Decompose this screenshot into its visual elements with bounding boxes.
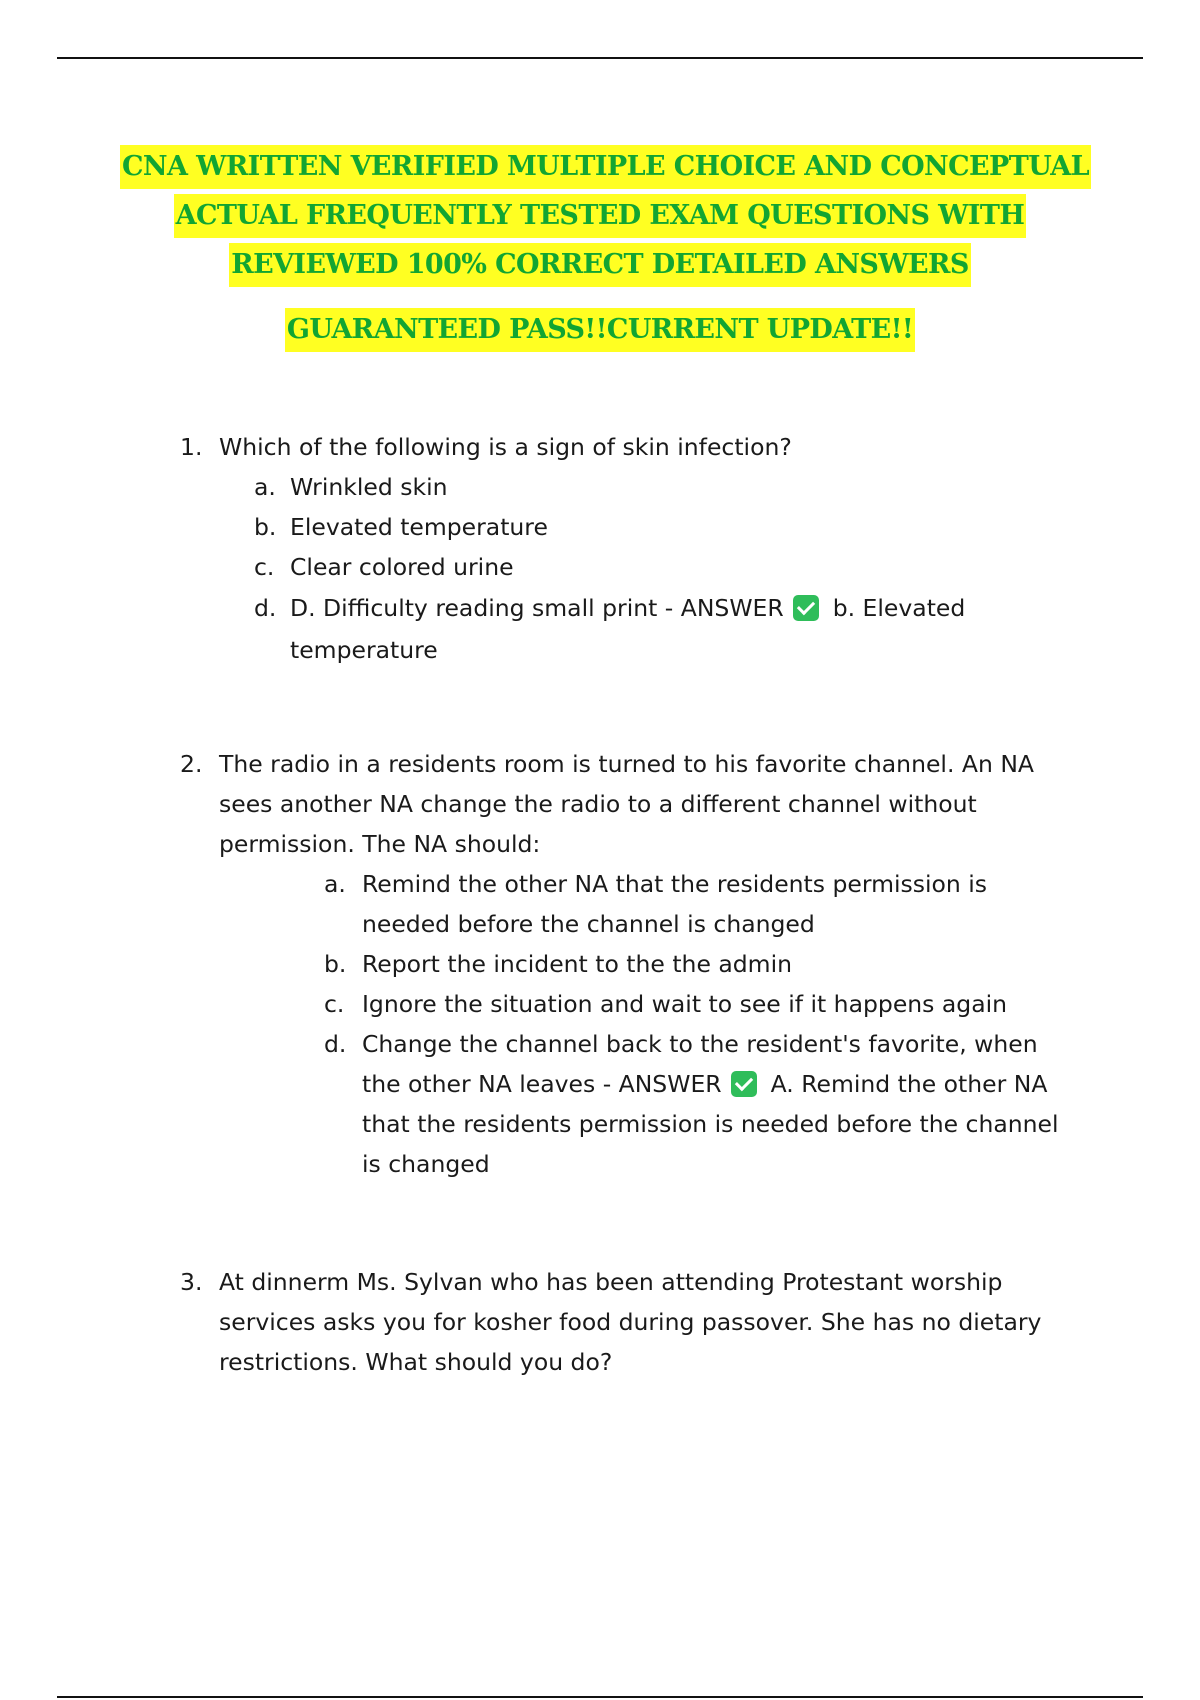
question-number: 1. (180, 433, 203, 461)
option-letter: d. (254, 594, 277, 622)
check-mark-icon (731, 1071, 757, 1097)
option-letter: b. (324, 950, 347, 978)
title-line-1: CNA WRITTEN VERIFIED MULTIPLE CHOICE AND CONCEPTUAL (120, 145, 1091, 189)
option-text: Wrinkled skin (290, 473, 448, 501)
option-text: D. Difficulty reading small print - ANSWER (290, 594, 784, 622)
option-letter: b. (254, 513, 277, 541)
question-text: At dinnerm Ms. Sylvan who has been attending Protestant worship services asks you for kosher food during passover. She has no dietary restrictions. What should you do? (219, 1268, 1042, 1376)
option-c (324, 984, 1072, 1024)
option-b (324, 944, 1072, 984)
answer-text: b. Elevated temperature (290, 594, 966, 664)
option-letter: d. (324, 1030, 347, 1058)
option-d (254, 587, 970, 671)
option-letter: a. (254, 473, 276, 501)
question-text: Which of the following is a sign of skin infection? (219, 433, 792, 461)
question-3 (180, 1262, 1089, 1382)
document-title (120, 145, 1090, 357)
question-text: The radio in a residents room is turned to his favorite channel. An NA sees another NA change the radio to a different channel without permission. The NA should: (219, 750, 1034, 858)
option-letter: a. (324, 870, 346, 898)
top-rule (57, 57, 1143, 59)
option-text: Clear colored urine (290, 553, 514, 581)
question-2 (180, 744, 1089, 1184)
option-letter: c. (324, 990, 345, 1018)
option-text: Change the channel back to the resident's favorite, when the other NA leaves - ANSWER (362, 1030, 1038, 1098)
check-mark-icon (793, 595, 819, 621)
question-number: 2. (180, 750, 203, 778)
option-a (254, 467, 970, 507)
question-number: 3. (180, 1268, 203, 1296)
title-line-4: GUARANTEED PASS!!CURRENT UPDATE!! (285, 308, 915, 352)
title-line-2: ACTUAL FREQUENTLY TESTED EXAM QUESTIONS WITH (174, 194, 1027, 238)
option-text: Remind the other NA that the residents permission is needed before the channel is changed (362, 870, 988, 938)
option-c (254, 547, 970, 587)
option-b (254, 507, 970, 547)
answer-text: A. Remind the other NA that the residents permission is needed before the channel is changed (362, 1070, 1059, 1178)
option-a (324, 864, 1072, 944)
bottom-rule (57, 1696, 1143, 1698)
option-text: Ignore the situation and wait to see if it happens again (362, 990, 1008, 1018)
question-1 (180, 427, 1089, 671)
options-list (324, 864, 1089, 1184)
option-d (324, 1024, 1072, 1184)
option-letter: c. (254, 553, 275, 581)
option-text: Elevated temperature (290, 513, 548, 541)
title-line-3: REVIEWED 100% CORRECT DETAILED ANSWERS (229, 243, 971, 287)
option-text: Report the incident to the the admin (362, 950, 792, 978)
options-list (254, 467, 1089, 671)
